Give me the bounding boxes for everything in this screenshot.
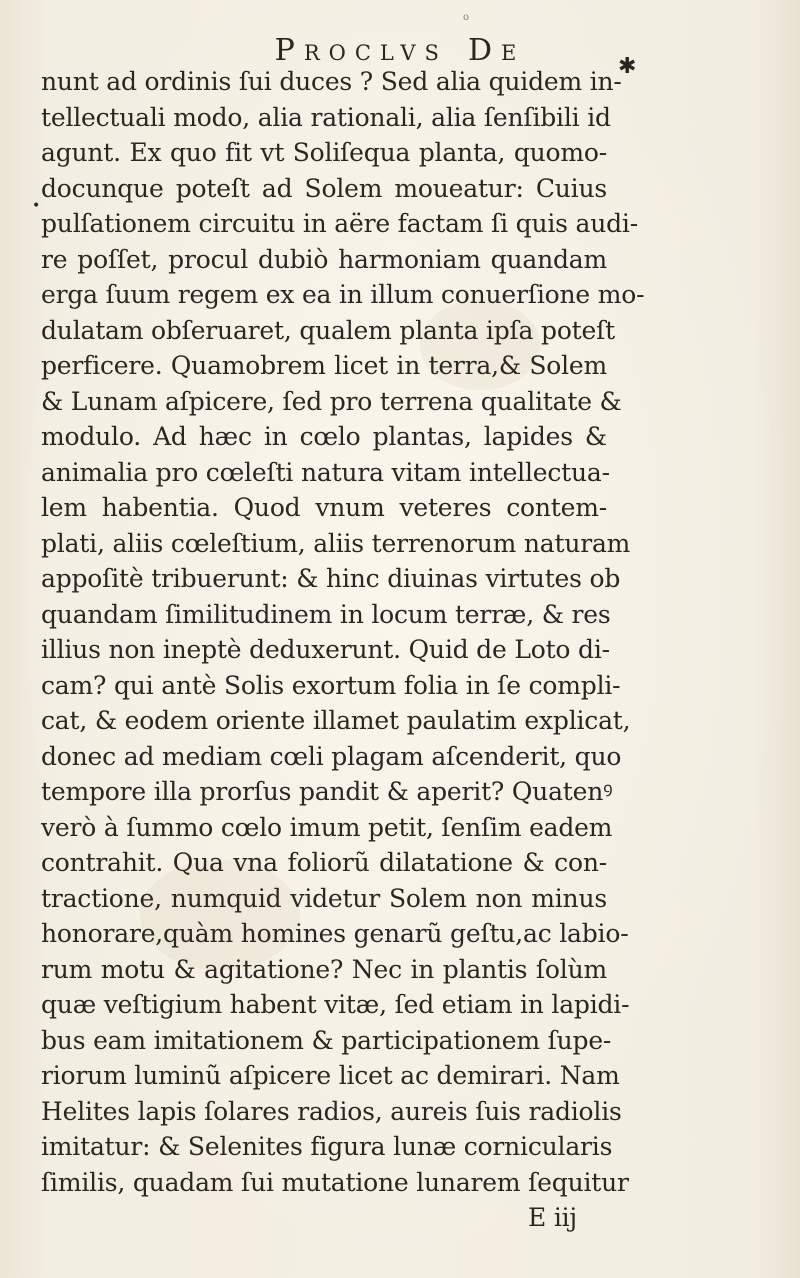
signature-mark: E iij [528, 1203, 577, 1232]
text-line: erga ſuum regem ex ea in illum conuerſione mo- [41, 280, 645, 309]
text-line: lem habentia. Quod vnum veteres contem- [41, 493, 607, 522]
text-line: rum motu & agitatione? Nec in plantis ſolùm [41, 954, 607, 984]
text-line: modulo. Ad hæc in cœlo plantas, lapides & [41, 422, 607, 451]
text-line: plati, aliis cœleſtium, aliis terrenorum naturam [41, 528, 631, 558]
text-line: re poſſet, procul dubiò harmoniam quandam [41, 244, 607, 274]
text-line: appoſitè tribuerunt: & hinc diuinas virtutes ob [41, 564, 621, 593]
text-line: tractione, numquid videtur Solem non minus [41, 883, 607, 913]
text-line: quandam ſimilitudinem in locum terræ, & res [41, 599, 611, 629]
text-line: pulſationem circuitu in aëre factam ſi quis audi- [41, 209, 638, 238]
margin-asterisk-mark: ✱ [618, 54, 637, 79]
text-line: illius non ineptè deduxerunt. Quid de Loto di- [41, 635, 610, 664]
text-line: cat, & eodem oriente illamet paulatim explicat, [41, 706, 631, 735]
running-head-word-2: DE [467, 33, 526, 68]
text-line: quæ veſtigium habent vitæ, ſed etiam in lapidi- [41, 990, 630, 1019]
text-line: riorum luminũ aſpicere licet ac demirari. Nam [41, 1061, 620, 1090]
text-line: & Lunam aſpicere, ſed pro terrena qualitate & [41, 386, 622, 416]
text-line: tempore illa prorſus pandit & aperit? Quatenꝰ [41, 777, 613, 806]
text-line: honorare,quàm homines genarũ geſtu,ac labio- [41, 919, 629, 948]
margin-bullet-mark: • [32, 198, 41, 214]
text-line: contrahit. Qua vna foliorũ dilatatione & con- [41, 848, 607, 877]
text-line: dulatam obſeruaret, qualem planta ipſa poteſt [41, 315, 616, 345]
text-line: cam? qui antè Solis exortum folia in ſe compli- [41, 670, 621, 700]
text-line: animalia pro cœleſti natura vitam intellectua- [41, 457, 610, 487]
text-line: donec ad mediam cœli plagam aſcenderit, quo [41, 741, 622, 771]
text-line: agunt. Ex quo fit vt Soliſequa planta, quomo- [41, 138, 607, 167]
text-line: imitatur: & Selenites figura lunæ cornicularis [41, 1132, 613, 1161]
top-ornament: o [463, 12, 470, 23]
running-head-word-1: PROCLVS [274, 33, 448, 68]
text-line: tellectuali modo, alia rationali, alia ſenſibili id [41, 102, 611, 132]
text-line: Helites lapis ſolares radios, aureis ſuis radiolis [41, 1096, 622, 1126]
text-line: bus eam imitationem & participationem ſupe- [41, 1025, 612, 1055]
text-line: nunt ad ordinis ſui duces ? Sed alia quidem in- [41, 67, 622, 96]
text-line: ſimilis, quadam ſui mutatione lunarem ſequitur [41, 1167, 629, 1197]
body-text [41, 64, 645, 1236]
text-line: perficere. Quamobrem licet in terra,& Solem [41, 351, 607, 380]
text-line: docunque poteſt ad Solem moueatur: Cuius [41, 173, 607, 203]
text-line: verò à ſummo cœlo imum petit, ſenſim eadem [41, 812, 613, 842]
